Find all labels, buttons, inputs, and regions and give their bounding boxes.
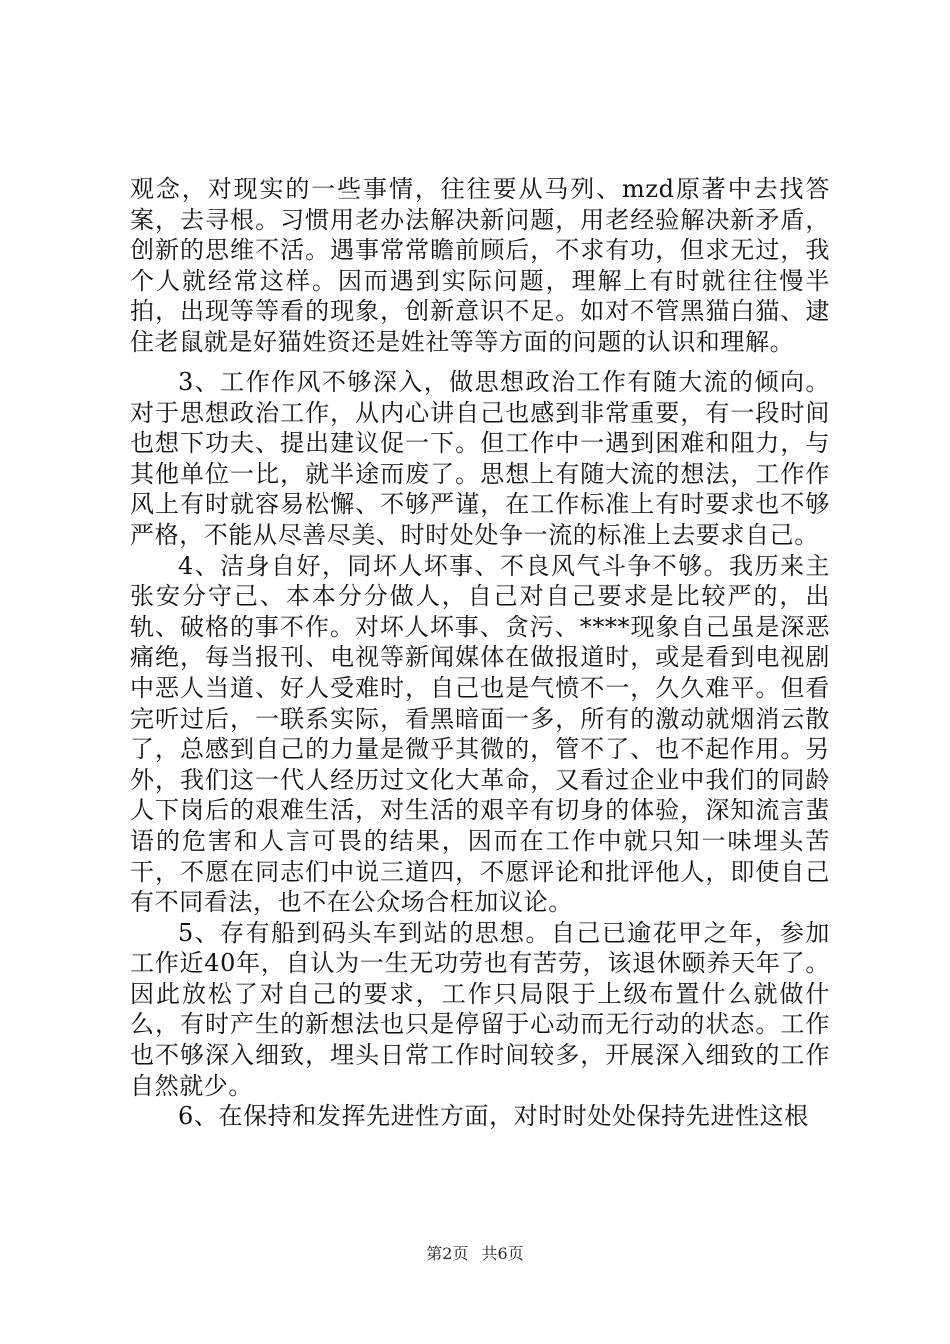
paragraph-item-3: 3、工作作风不够深入，做思想政治工作有随大流的倾向。对于思想政治工作，从内心讲自己也感到非常重要，有一段时间也想下功夫、提出建议促一下。但工作中一遇到困难和阻力，与其他单位一比，就半途而废了。思想上有随大流的想法，工作作风上有时就容易松懈、不够严谨，在工作标准上有时要求也不够严格，不能从尽善尽美、时时处处争一流的标准上去要求自己。 (130, 368, 830, 549)
text-block-top (130, 174, 830, 358)
paragraph-item-4: 4、洁身自好，同坏人坏事、不良风气斗争不够。我历来主张安分守己、本本分分做人，自己对自己要求是比较严的，出轨、破格的事不作。对坏人坏事、贪污、****现象自己虽是深恶痛绝，每当报刊、电视等新闻媒体在做报道时，或是看到电视剧中恶人当道、好人受难时，自己也是气愤不一，久久难平。但看完听过后，一联系实际，看黑暗面一多，所有的激动就烟消云散了，总感到自己的力量是微乎其微的，管不了、也不起作用。另外，我们这一代人经历过文化大革命，又看过企业中我们的同龄人下岗后的艰难生活，对生活的艰辛有切身的体验，深知流言蜚语的危害和人言可畏的结果，因而在工作中就只知一味埋头苦干，不愿在同志们中说三道四，不愿评论和批评他人，即使自己有不同看法，也不在公众场合枉加议论。 (130, 551, 830, 917)
text-block-main (130, 367, 830, 1132)
page-total: 共6页 (481, 1244, 524, 1263)
page-number: 第2页 (426, 1244, 469, 1263)
paragraph-item-5: 5、存有船到码头车到站的思想。自己已逾花甲之年，参加工作近40年，自认为一生无功劳也有苦劳，该退休颐养天年了。因此放松了对自己的要求，工作只局限于上级布置什么就做什么，有时产生的新想法也只是停留于心动而无行动的状态。工作也不够深入细致，埋头日常工作时间较多，开展深入细致的工作自然就少。 (130, 918, 830, 1100)
paragraph-item-6: 6、在保持和发挥先进性方面，对时时处处保持先进性这根 (178, 1102, 809, 1131)
page-footer (0, 1241, 950, 1264)
continuation-paragraph: 观念，对现实的一些事情，往往要从马列、mzd原著中去找答案，去寻根。习惯用老办法解决新问题，用老经验解决新矛盾，创新的思维不活。遇事常常瞻前顾后，不求有功，但求无过，我个人就经常这样。因而遇到实际问题，理解上有时就往往慢半拍，出现等等看的现象，创新意识不足。如对不管黑猫白猫、逮住老鼠就是好猫姓资还是姓社等等方面的问题的认识和理解。 (130, 175, 830, 356)
